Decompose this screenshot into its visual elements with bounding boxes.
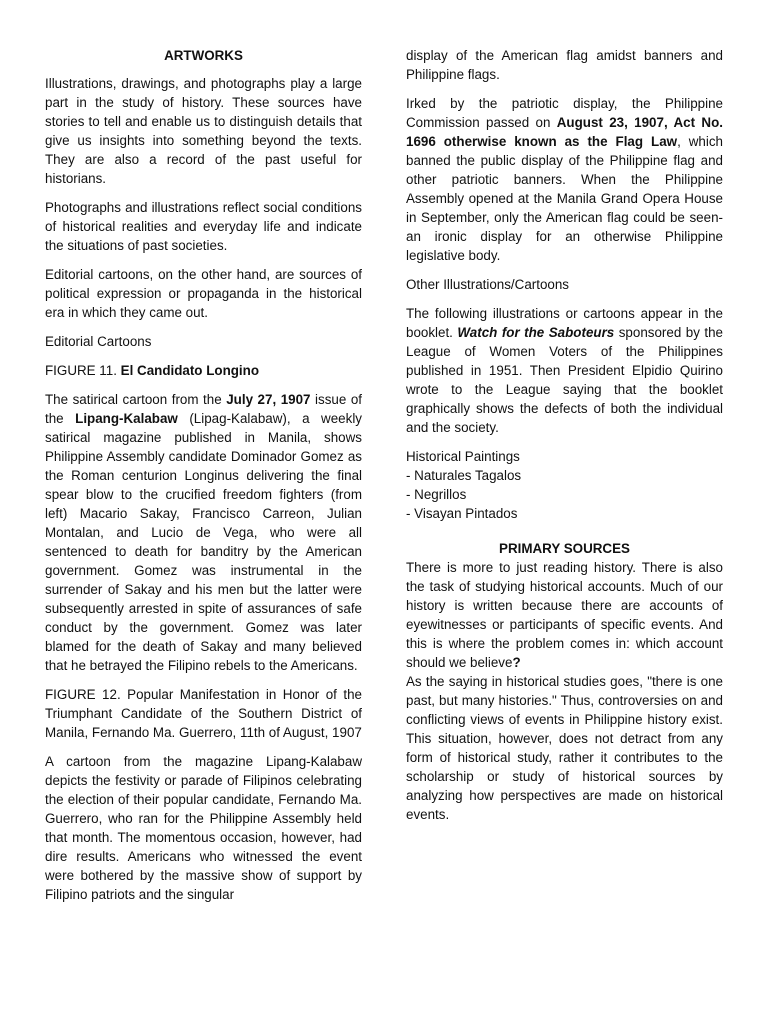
- right-column: [406, 46, 723, 834]
- other-text-1: The following illustrations or cartoons appear in the booklet.: [406, 306, 723, 340]
- flag-law-act: August 23, 1907, Act No. 1696 otherwise known as the Flag Law: [406, 115, 723, 149]
- artworks-paragraph-2: Photographs and illustrations reflect social conditions of historical realities and everyday life and indicate the situations of past societies.: [45, 200, 362, 253]
- figure-11-date: July 27, 1907: [226, 392, 311, 407]
- historical-paintings: [406, 447, 723, 523]
- other-illustrations-paragraph: [406, 304, 723, 437]
- figure-11-label: FIGURE 11.: [45, 363, 121, 378]
- primary-text-1: There is more to just reading history. There is also the task of studying historical accounts. Much of our history is written because there are accounts of eyewitnesses or participants of specific events. And this is where the problem comes in: which account should we believe: [406, 560, 723, 670]
- flag-law-paragraph: [406, 94, 723, 265]
- figure-12-caption: FIGURE 12. Popular Manifestation in Honor of the Triumphant Candidate of the Southern District of Manila, Fernando Ma. Guerrero, 11th of August, 1907: [45, 687, 362, 740]
- primary-sources-heading: PRIMARY SOURCES: [499, 541, 630, 556]
- primary-sources-paragraph-1: [406, 558, 723, 672]
- list-item: - Negrillos: [406, 487, 467, 502]
- editorial-cartoons-heading: Editorial Cartoons: [45, 334, 152, 349]
- other-illustrations-heading: Other Illustrations/Cartoons: [406, 277, 569, 292]
- figure-11-caption: [45, 361, 362, 380]
- figure-11-magazine: Lipang-Kalabaw: [75, 411, 178, 426]
- figure-11-text-1: The satirical cartoon from the: [45, 392, 227, 407]
- figure-11-text-2: issue of the: [45, 392, 363, 426]
- flag-law-text-1: Irked by the patriotic display, the Philippine Commission passed on: [406, 96, 723, 130]
- figure-11-description: [45, 390, 362, 675]
- left-column: [45, 46, 362, 904]
- primary-sources-paragraph-2: As the saying in historical studies goes, "there is one past, but many histories." Thus, controversies on and conflicting views of events in Philippine history exist. This situation, however, does not detract from any form of historical study, rather it contributes to the scholarship or study of historical sources by analyzing how perspectives are made on historical events.: [406, 674, 723, 822]
- flag-law-text-2: , which banned the public display of the Philippine flag and other patriotic banners. When the Philippine Assembly opened at the Manila Grand Opera House in September, only the American flag could be seen- an ironic display for an otherwise Philippine legislative body.: [406, 134, 723, 263]
- booklet-title: Watch for the Saboteurs: [457, 325, 615, 340]
- figure-12-description-continued: display of the American flag amidst banners and Philippine flags.: [406, 48, 723, 82]
- historical-paintings-heading: Historical Paintings: [406, 449, 520, 464]
- artworks-heading: ARTWORKS: [164, 48, 243, 63]
- primary-question-mark: ?: [512, 655, 521, 670]
- list-item: - Naturales Tagalos: [406, 468, 522, 483]
- figure-11-title: El Candidato Longino: [120, 363, 260, 378]
- figure-12-description-left: A cartoon from the magazine Lipang-Kalabaw depicts the festivity or parade of Filipinos celebrating the election of their popular candidate, Fernando Ma. Guerrero, who ran for the Philippine Assembly held that month. The momentous occasion, however, had dire results. Americans who witnessed the event were bothered by the massive show of support by Filipino patriots and the singular: [45, 754, 362, 902]
- artworks-paragraph-1: Illustrations, drawings, and photographs play a large part in the study of history. These sources have stories to tell and enable us to distinguish details that give us insights into something beyond the texts. They are also a record of the past useful for historians.: [45, 76, 362, 186]
- artworks-paragraph-3: Editorial cartoons, on the other hand, are sources of political expression or propaganda in the historical era in which they came out.: [45, 267, 362, 320]
- other-text-2: sponsored by the League of Women Voters of the Philippines published in 1951. Then President Elpidio Quirino wrote to the League saying that the booklet graphically shows the defects of both the individual and the society.: [406, 325, 724, 435]
- list-item: - Visayan Pintados: [406, 506, 518, 521]
- figure-11-text-3: (Lipag-Kalabaw), a weekly satirical magazine published in Manila, shows Philippine Assembly candidate Dominador Gomez as the Roman centurion Longinus delivering the final spear blow to the crucified freedom fighters (from left) Macario Sakay, Francisco Carreon, Julian Montalan, and Lucio de Vega, who were all sentenced to death for banditry by the American government. Gomez was instrumental in the surrender of Sakay and his men but the latter were subsequently arrested in spite of assurances of safe conduct by the government. Gomez was later blamed for the death of Sakay and many believed that he betrayed the Filipino rebels to the Americans.: [45, 411, 362, 673]
